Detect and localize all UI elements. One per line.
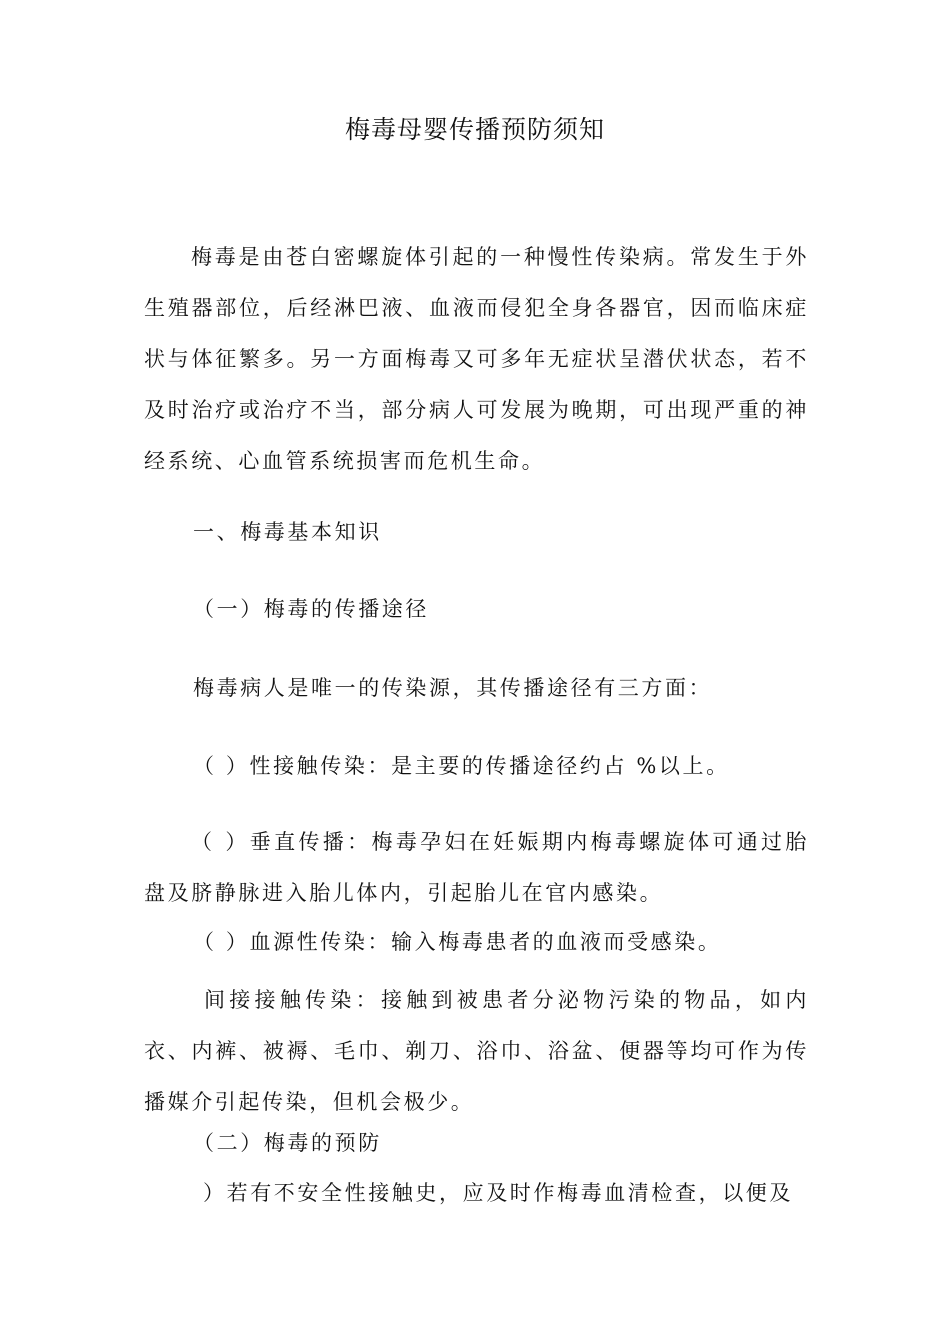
list-item-vertical-transmission: （ ）垂直传播：梅毒孕妇在妊娠期内梅毒螺旋体可通过胎盘及脐静脉进入胎儿体内，引起胎儿在官内感染。 — [144, 830, 809, 905]
subsection-heading-prevention: （二）梅毒的预防 — [193, 1131, 382, 1155]
subsection-heading-transmission: （一）梅毒的传播途径 — [193, 597, 429, 621]
list-item-indirect-contact: 间接接触传染：接触到被患者分泌物污染的物品，如内衣、内裤、被褥、毛巾、剃刀、浴巾、浴盆、便器等均可作为传播媒介引起传染，但机会极少。 — [144, 988, 809, 1114]
transmission-sources-line: 梅毒病人是唯一的传染源，其传播途径有三方面： — [193, 676, 713, 700]
list-item-sexual-contact: （ ）性接触传染：是主要的传播途径约占 %以上。 — [193, 754, 730, 778]
document-title: 梅毒母婴传播预防须知 — [344, 115, 605, 144]
intro-paragraph: 梅毒是由苍白密螺旋体引起的一种慢性传染病。常发生于外生殖器部位，后经淋巴液、血液而侵犯全身各器官，因而临床症状与体征繁多。另一方面梅毒又可多年无症状呈潜伏状态，若不及时治疗或治疗不当，部分病人可发展为晚期，可出现严重的神经系统、心血管系统损害而危机生命。 — [144, 245, 809, 473]
section-heading-basic-knowledge: 一、梅毒基本知识 — [193, 520, 382, 544]
prevention-item-1: ）若有不安全性接触史，应及时作梅毒血清检查，以便及 — [203, 1181, 793, 1205]
list-item-blood-transmission: （ ）血源性传染：输入梅毒患者的血液而受感染。 — [193, 930, 722, 954]
